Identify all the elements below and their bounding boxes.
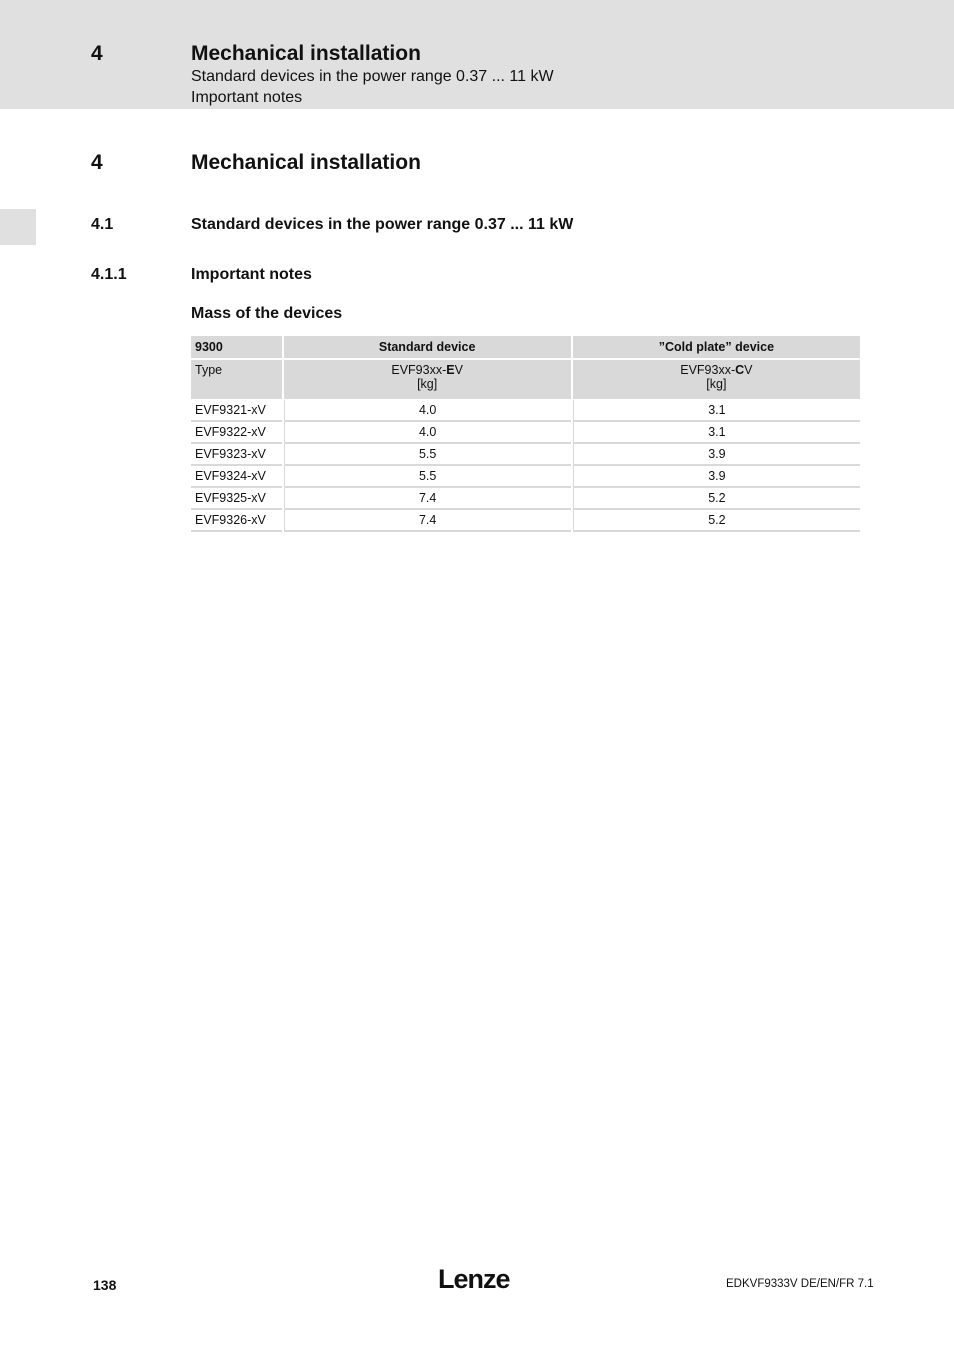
mass-table (189, 336, 862, 532)
subheader-cold-bold: C (735, 363, 745, 377)
subheader-cold-prefix: EVF93xx- (680, 363, 736, 377)
cell-cold-plate: 3.1 (573, 400, 860, 422)
subsubsection-title: Important notes (191, 266, 312, 283)
chapter-side-tab (0, 209, 36, 245)
section-number: 4 (91, 151, 103, 174)
subsection-title: Standard devices in the power range 0.37 ... 11 kW (191, 216, 574, 233)
table-row (191, 422, 860, 444)
header-chapter-number: 4 (91, 42, 103, 65)
cell-cold-plate: 3.1 (573, 422, 860, 444)
subheader-standard-bold: E (446, 363, 455, 377)
table-subheader-row (191, 360, 860, 400)
cell-type: EVF9321-xV (191, 400, 282, 422)
running-header (0, 0, 954, 109)
table-row (191, 510, 860, 532)
subheader-standard-unit: [kg] (417, 377, 438, 391)
subheader-cold-suffix: V (744, 363, 753, 377)
header-subtitle-2: Important notes (191, 89, 303, 106)
cell-cold-plate: 3.9 (573, 444, 860, 466)
table-row (191, 488, 860, 510)
cell-type: EVF9323-xV (191, 444, 282, 466)
subheader-type: Type (191, 360, 282, 400)
cell-type: EVF9325-xV (191, 488, 282, 510)
header-cell-series: 9300 (191, 336, 282, 360)
subsection-number: 4.1 (91, 216, 114, 233)
cell-type: EVF9326-xV (191, 510, 282, 532)
header-cell-cold-plate: ”Cold plate” device (573, 336, 860, 360)
cell-type: EVF9322-xV (191, 422, 282, 444)
subheader-standard-suffix: V (454, 363, 463, 377)
document-id: EDKVF9333V DE/EN/FR 7.1 (726, 1278, 874, 1290)
lenze-logo: Lenze (438, 1264, 510, 1294)
cell-cold-plate: 3.9 (573, 466, 860, 488)
table-row (191, 444, 860, 466)
subheader-standard-prefix: EVF93xx- (391, 363, 447, 377)
cell-cold-plate: 5.2 (573, 488, 860, 510)
section-title: Mechanical installation (191, 151, 421, 174)
header-cell-standard: Standard device (284, 336, 571, 360)
subheader-cold-unit: [kg] (706, 377, 727, 391)
cell-standard: 4.0 (284, 422, 571, 444)
header-subtitle-1: Standard devices in the power range 0.37 ... 11 kW (191, 68, 554, 85)
subheader-standard (284, 360, 571, 400)
cell-standard: 7.4 (284, 510, 571, 532)
subsubsection-number: 4.1.1 (91, 266, 127, 283)
cell-standard: 5.5 (284, 466, 571, 488)
table-row (191, 466, 860, 488)
cell-standard: 4.0 (284, 400, 571, 422)
header-chapter-title: Mechanical installation (191, 42, 421, 65)
cell-standard: 5.5 (284, 444, 571, 466)
page-number: 138 (93, 1277, 117, 1293)
cell-cold-plate: 5.2 (573, 510, 860, 532)
cell-type: EVF9324-xV (191, 466, 282, 488)
subheader-cold-plate (573, 360, 860, 400)
table-row (191, 400, 860, 422)
table-header-row (191, 336, 860, 360)
table-heading: Mass of the devices (191, 305, 343, 322)
cell-standard: 7.4 (284, 488, 571, 510)
